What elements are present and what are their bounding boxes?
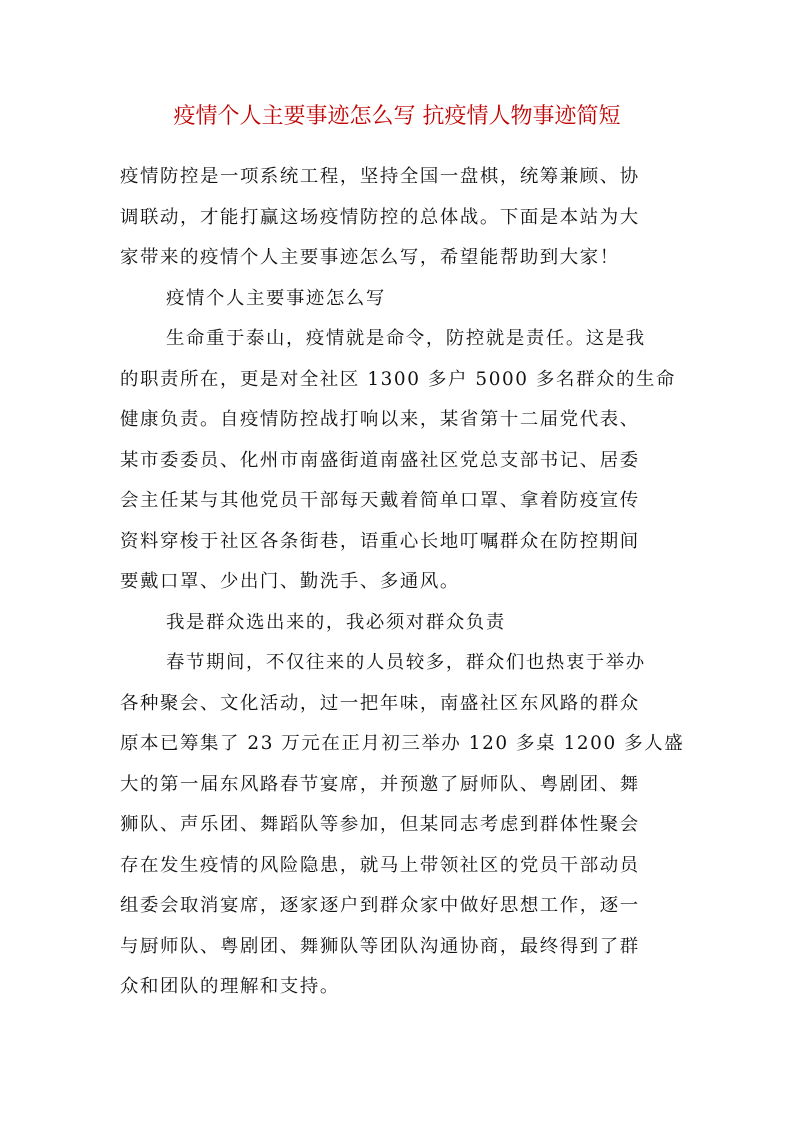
text-line: 的职责所在，更是对全社区 1300 多户 5000 多名群众的生命 [120,368,676,390]
text-line: 会主任某与其他党员干部每天戴着简单口罩、拿着防疫宣传 [120,490,640,511]
text-line: 与厨师队、粤剧团、舞狮队等团队沟通协商，最终得到了群 [120,935,640,957]
text-line: 狮队、声乐团、舞蹈队等参加，但某同志考虑到群体性聚会 [120,814,640,835]
document-title: 疫情个人主要事迹怎么写 抗疫情人物事迹简短 [173,104,621,129]
text-line: 疫情防控是一项系统工程，坚持全国一盘棋，统筹兼顾、协 [120,166,640,187]
text-line: 大的第一届东风路春节宴席，并预邀了厨师队、粤剧团、舞 [120,773,640,795]
text-line: 各种聚会、文化活动，过一把年味，南盛社区东风路的群众 [120,692,640,714]
section-heading: 疫情个人主要事迹怎么写 [166,287,386,309]
text-line: 众和团队的理解和支持。 [120,976,340,997]
text-line: 某市委委员、化州市南盛街道南盛社区党总支部书记、居委 [120,449,640,471]
text-line: 组委会取消宴席，逐家逐户到群众家中做好思想工作，逐一 [120,895,640,916]
section-heading: 我是群众选出来的，我必须对群众负责 [166,611,506,633]
text-line: 健康负责。自疫情防控战打响以来，某省第十二届党代表、 [120,409,640,430]
text-line: 原本已筹集了 23 万元在正月初三举办 120 多桌 1200 多人盛 [120,733,685,754]
text-line: 春节期间，不仅往来的人员较多，群众们也热衷于举办 [166,652,646,673]
text-line: 资料穿梭于社区各条街巷，语重心长地叮嘱群众在防控期间 [120,530,640,552]
text-line: 生命重于泰山，疫情就是命令，防控就是责任。这是我 [166,328,646,349]
text-line: 存在发生疫情的风险隐患，就马上带领社区的党员干部动员 [120,854,640,876]
text-line: 要戴口罩、少出门、勤洗手、多通风。 [120,571,460,592]
text-line: 家带来的疫情个人主要事迹怎么写，希望能帮助到大家！ [120,247,620,268]
document-body [120,157,685,1008]
text-line: 调联动，才能打赢这场疫情防控的总体战。下面是本站为大 [120,206,640,228]
